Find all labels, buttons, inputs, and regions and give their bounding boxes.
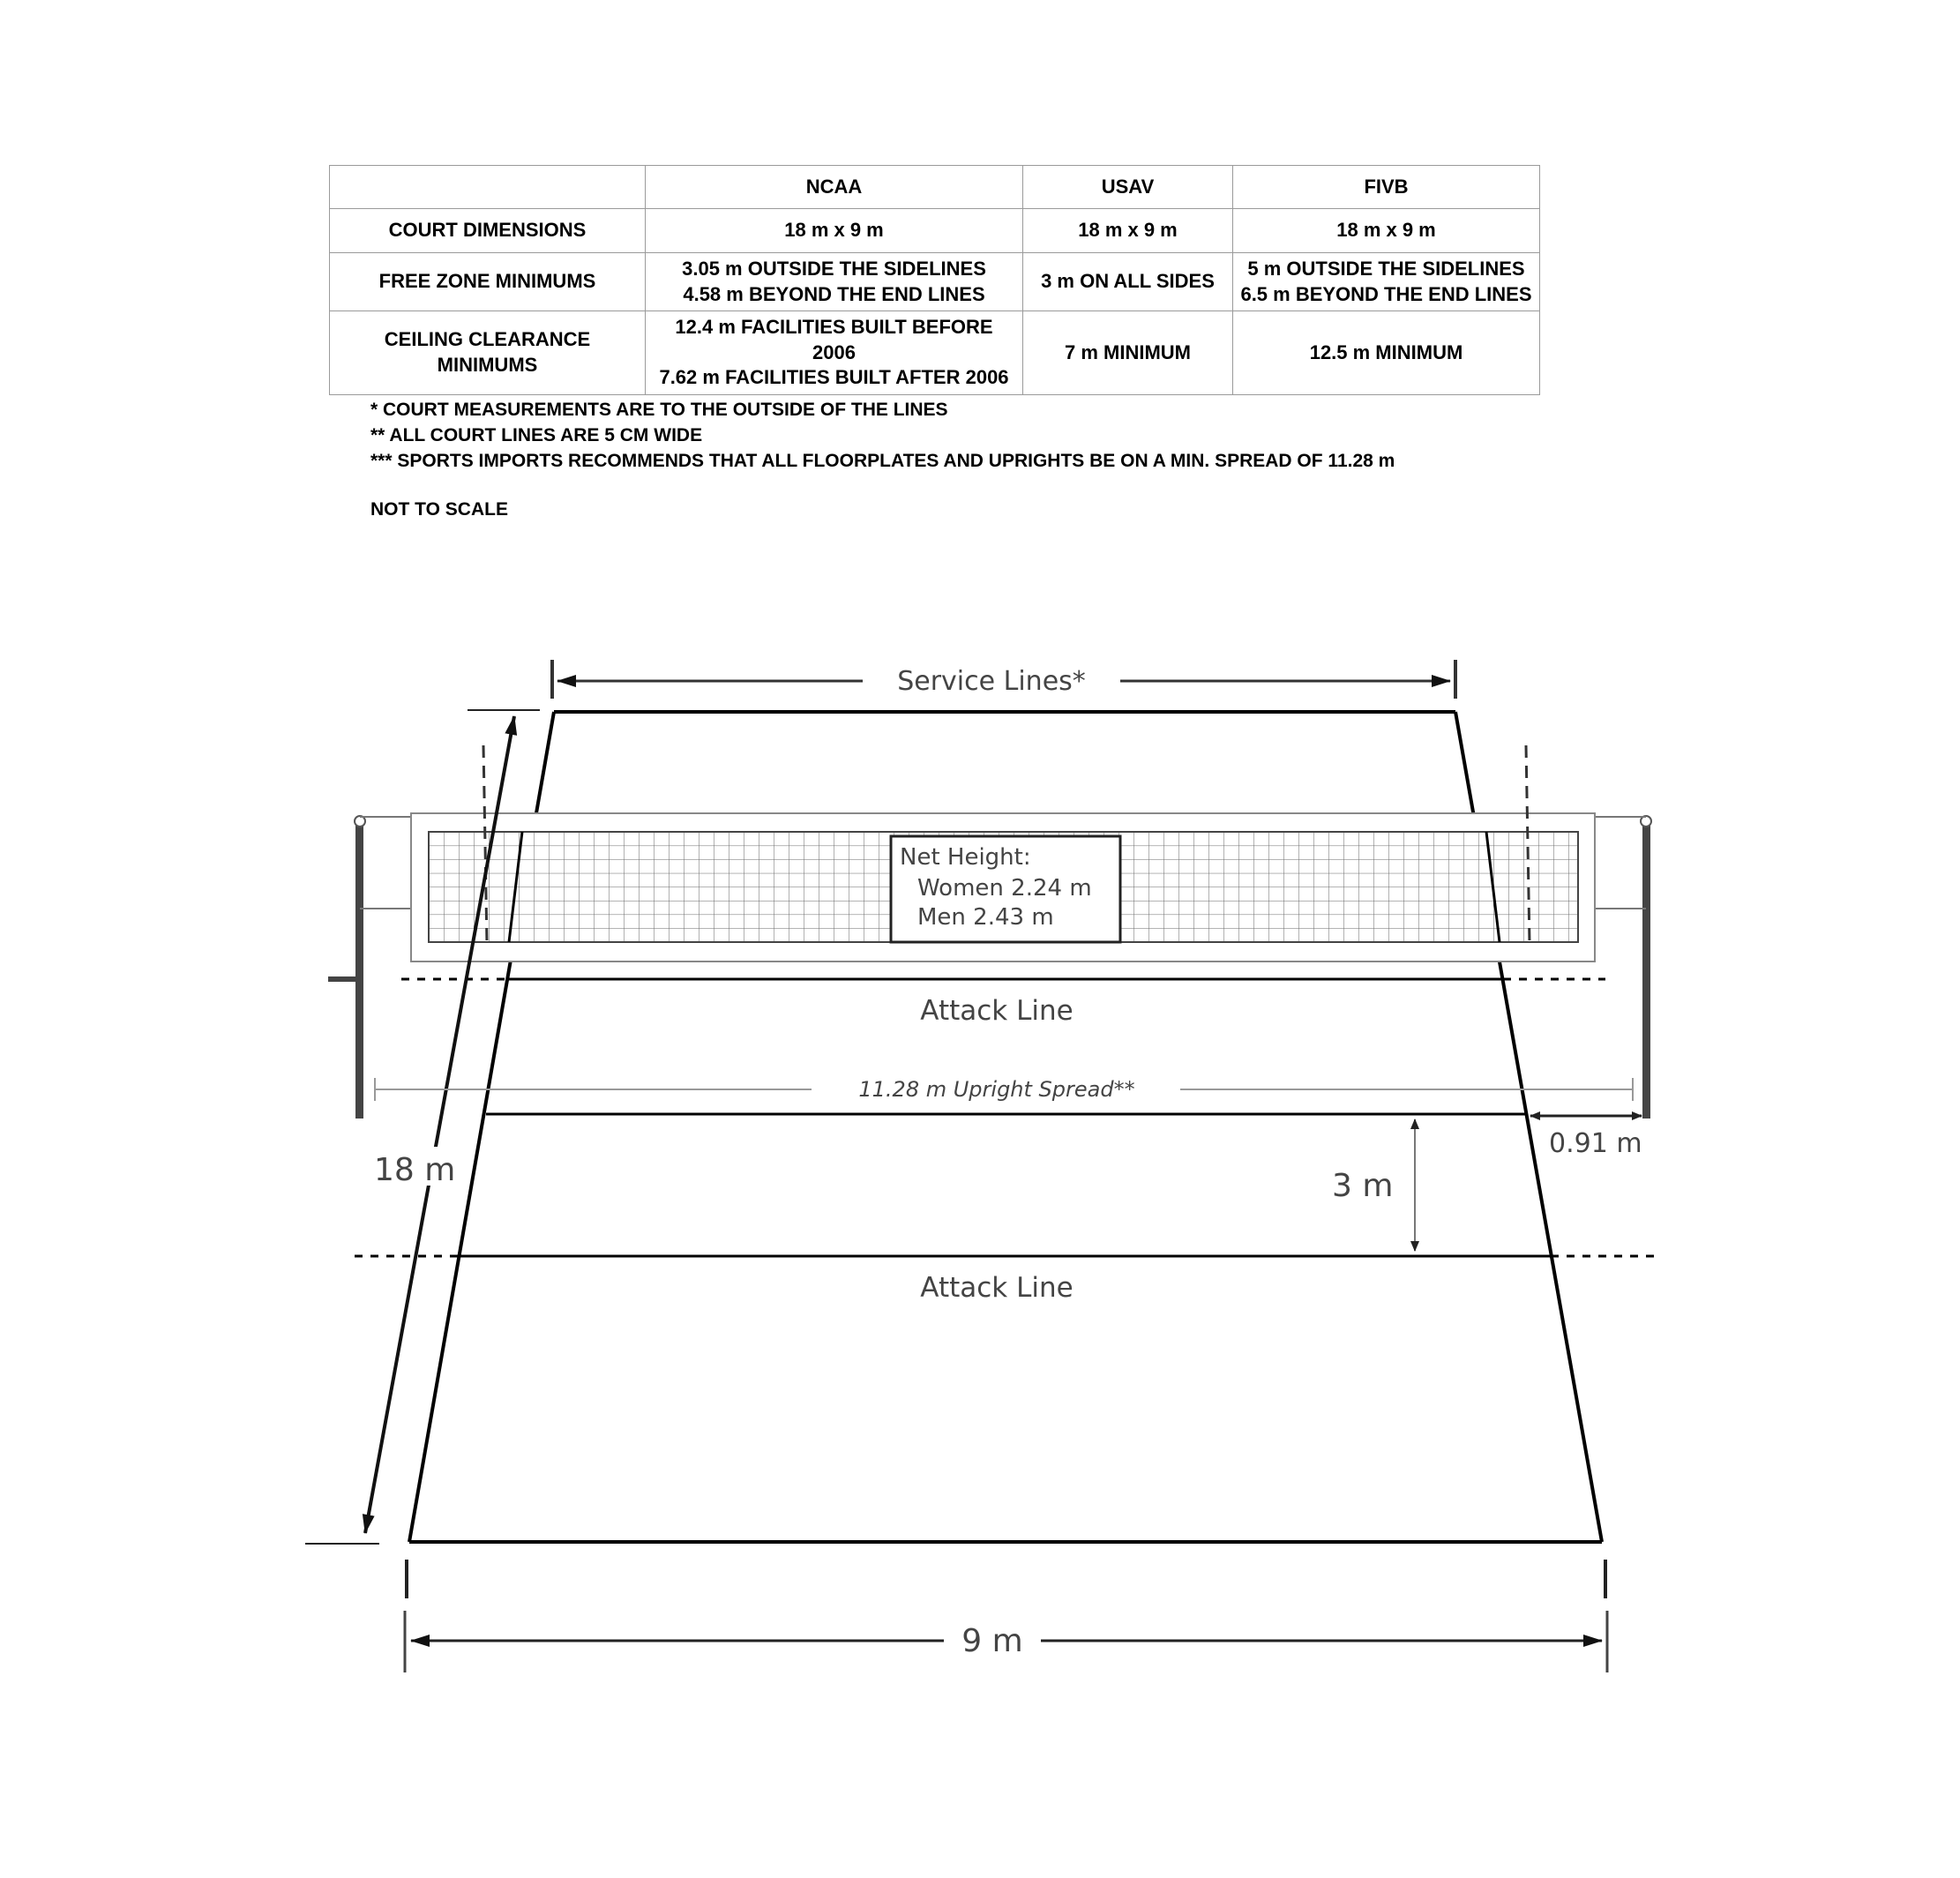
cell-line: 18 m x 9 m xyxy=(1336,219,1436,242)
cell-line: 3.05 m OUTSIDE THE SIDELINES xyxy=(682,258,986,280)
header-usav: USAV xyxy=(1023,166,1233,209)
pole-offset-label: 0.91 m xyxy=(1549,1128,1642,1159)
net-height-title: Net Height: xyxy=(900,844,1031,871)
upright-spread-dimension xyxy=(375,1077,1633,1102)
pole-offset-dimension xyxy=(1530,1116,1642,1159)
left-post xyxy=(355,819,363,1119)
cell-line: 18 m x 9 m xyxy=(784,219,884,242)
width-label: 9 m xyxy=(961,1623,1023,1659)
footnote: *** SPORTS IMPORTS RECOMMENDS THAT ALL FLOORPLATES AND UPRIGHTS BE ON A MIN. SPREAD OF 11.28 m xyxy=(370,451,1395,471)
cell-line: 3 m ON ALL SIDES xyxy=(1041,270,1215,293)
right-post xyxy=(1642,819,1650,1119)
upright-spread-label: 11.28 m Upright Spread** xyxy=(858,1077,1135,1102)
left-post-clamp xyxy=(328,976,356,982)
header-ncaa: NCAA xyxy=(646,166,1023,209)
net-height-women: Women 2.24 m xyxy=(917,875,1092,902)
cell-line: 12.4 m FACILITIES BUILT BEFORE 2006 xyxy=(675,316,993,363)
cell-line: 7 m MINIMUM xyxy=(1065,340,1191,363)
cell-line: 12.5 m MINIMUM xyxy=(1309,340,1463,363)
net-height-men: Men 2.43 m xyxy=(917,904,1054,931)
header-fivb: FIVB xyxy=(1233,166,1540,209)
attack-zone-dimension xyxy=(1332,1119,1415,1251)
cell-line: 18 m x 9 m xyxy=(1078,219,1178,242)
attack-line-bottom-label: Attack Line xyxy=(920,1272,1074,1304)
attack-line-top-label: Attack Line xyxy=(920,995,1074,1027)
service-lines-label: Service Lines* xyxy=(897,666,1086,697)
width-dimension xyxy=(405,1560,1607,1672)
footnote: * COURT MEASUREMENTS ARE TO THE OUTSIDE OF THE LINES xyxy=(370,400,948,420)
not-to-scale-note: NOT TO SCALE xyxy=(370,499,508,520)
row-label: CEILING CLEARANCE MINIMUMS xyxy=(330,311,646,395)
cell-line: 5 m OUTSIDE THE SIDELINES xyxy=(1247,258,1525,280)
cell-line: 6.5 m BEYOND THE END LINES xyxy=(1240,282,1532,305)
row-label: FREE ZONE MINIMUMS xyxy=(330,253,646,311)
cell-line: 4.58 m BEYOND THE END LINES xyxy=(683,282,985,305)
footnote: ** ALL COURT LINES ARE 5 CM WIDE xyxy=(370,425,703,445)
attack-zone-label: 3 m xyxy=(1332,1168,1394,1204)
service-lines-dimension xyxy=(552,660,1455,699)
row-label: COURT DIMENSIONS xyxy=(330,209,646,253)
cell-line: 7.62 m FACILITIES BUILT AFTER 2006 xyxy=(659,366,1009,389)
net xyxy=(411,745,1595,961)
length-label: 18 m xyxy=(374,1152,456,1188)
